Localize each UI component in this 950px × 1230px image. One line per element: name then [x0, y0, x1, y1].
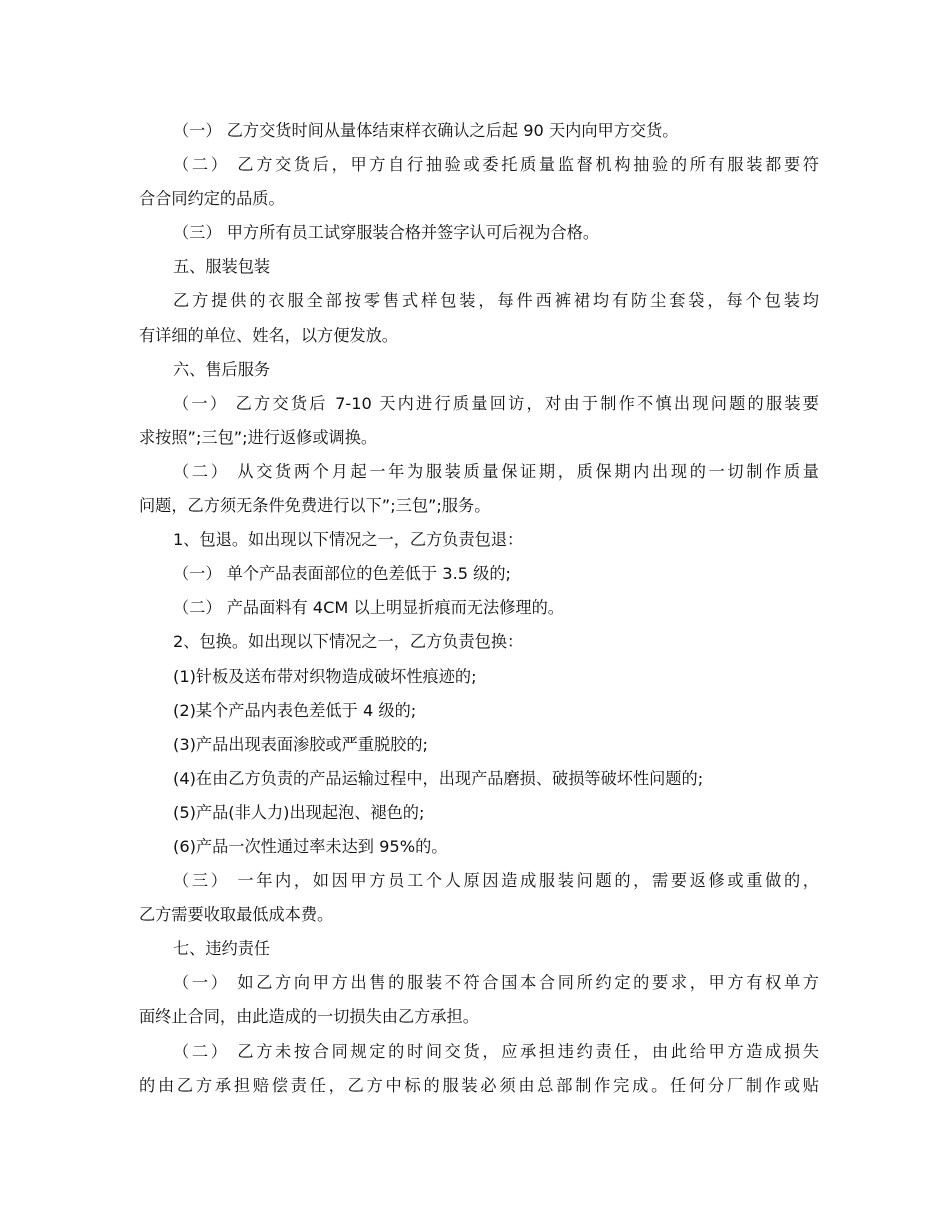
paragraph-line: 求按照”;三包”;进行返修或调换。: [139, 427, 378, 447]
list-item: (2)某个产品内表色差低于 4 级的;: [173, 700, 417, 720]
list-item: （二） 产品面料有 4CM 以上明显折痕而无法修理的。: [173, 598, 564, 618]
list-item: (5)产品(非人力)出现起泡、褪色的;: [173, 802, 425, 822]
paragraph-line: （二） 乙方交货后，甲方自行抽验或委托质量监督机构抽验的所有服装都要符: [173, 155, 819, 175]
contract-body: [139, 114, 819, 1103]
paragraph-line: 有详细的单位、姓名，以方便发放。: [139, 325, 398, 345]
list-item: (6)产品一次性通过率未达到 95%的。: [173, 836, 448, 856]
paragraph-line: （一） 乙方交货后 7-10 天内进行质量回访，对由于制作不慎出现问题的服装要: [173, 393, 819, 413]
list-item: (3)产品出现表面渗胶或严重脱胶的;: [173, 734, 429, 754]
subsection-heading: 1、包退。如出现以下情况之一，乙方负责包退：: [173, 530, 524, 550]
paragraph-line: 的由乙方承担赔偿责任，乙方中标的服装必须由总部制作完成。任何分厂制作或贴: [139, 1075, 819, 1095]
paragraph-line: （一） 乙方交货时间从量体结束样衣确认之后起 90 天内向甲方交货。: [173, 121, 679, 140]
paragraph-line: （三） 甲方所有员工试穿服装合格并签字认可后视为合格。: [173, 223, 600, 243]
section-heading: 六、售后服务: [173, 359, 271, 379]
paragraph-line: （三） 一年内，如因甲方员工个人原因造成服装问题的，需要返修或重做的，: [173, 871, 819, 891]
list-item: （一） 单个产品表面部位的色差低于 3.5 级的;: [173, 564, 512, 584]
section-heading: 七、违约责任: [173, 939, 271, 959]
paragraph-line: （二） 乙方未按合同规定的时间交货，应承担违约责任，由此给甲方造成损失: [173, 1041, 819, 1061]
paragraph-line: 乙方提供的衣服全部按零售式样包装，每件西裤裙均有防尘套袋，每个包装均: [173, 291, 819, 311]
section-heading: 五、服装包装: [173, 257, 271, 277]
list-item: (4)在由乙方负责的产品运输过程中，出现产品磨损、破损等破坏性问题的;: [173, 768, 704, 788]
list-item: (1)针板及送布带对织物造成破坏性痕迹的;: [173, 666, 477, 686]
paragraph-line: 问题，乙方须无条件免费进行以下”;三包”;服务。: [139, 496, 491, 516]
paragraph-line: 面终止合同，由此造成的一切损失由乙方承担。: [139, 1007, 479, 1027]
paragraph-line: 乙方需要收取最低成本费。: [139, 905, 334, 925]
paragraph-line: 合合同约定的品质。: [139, 189, 285, 209]
paragraph-line: （一） 如乙方向甲方出售的服装不符合国本合同所约定的要求，甲方有权单方: [173, 973, 819, 993]
paragraph-line: （二） 从交货两个月起一年为服装质量保证期，质保期内出现的一切制作质量: [173, 461, 819, 481]
subsection-heading: 2、包换。如出现以下情况之一，乙方负责包换：: [173, 632, 524, 652]
